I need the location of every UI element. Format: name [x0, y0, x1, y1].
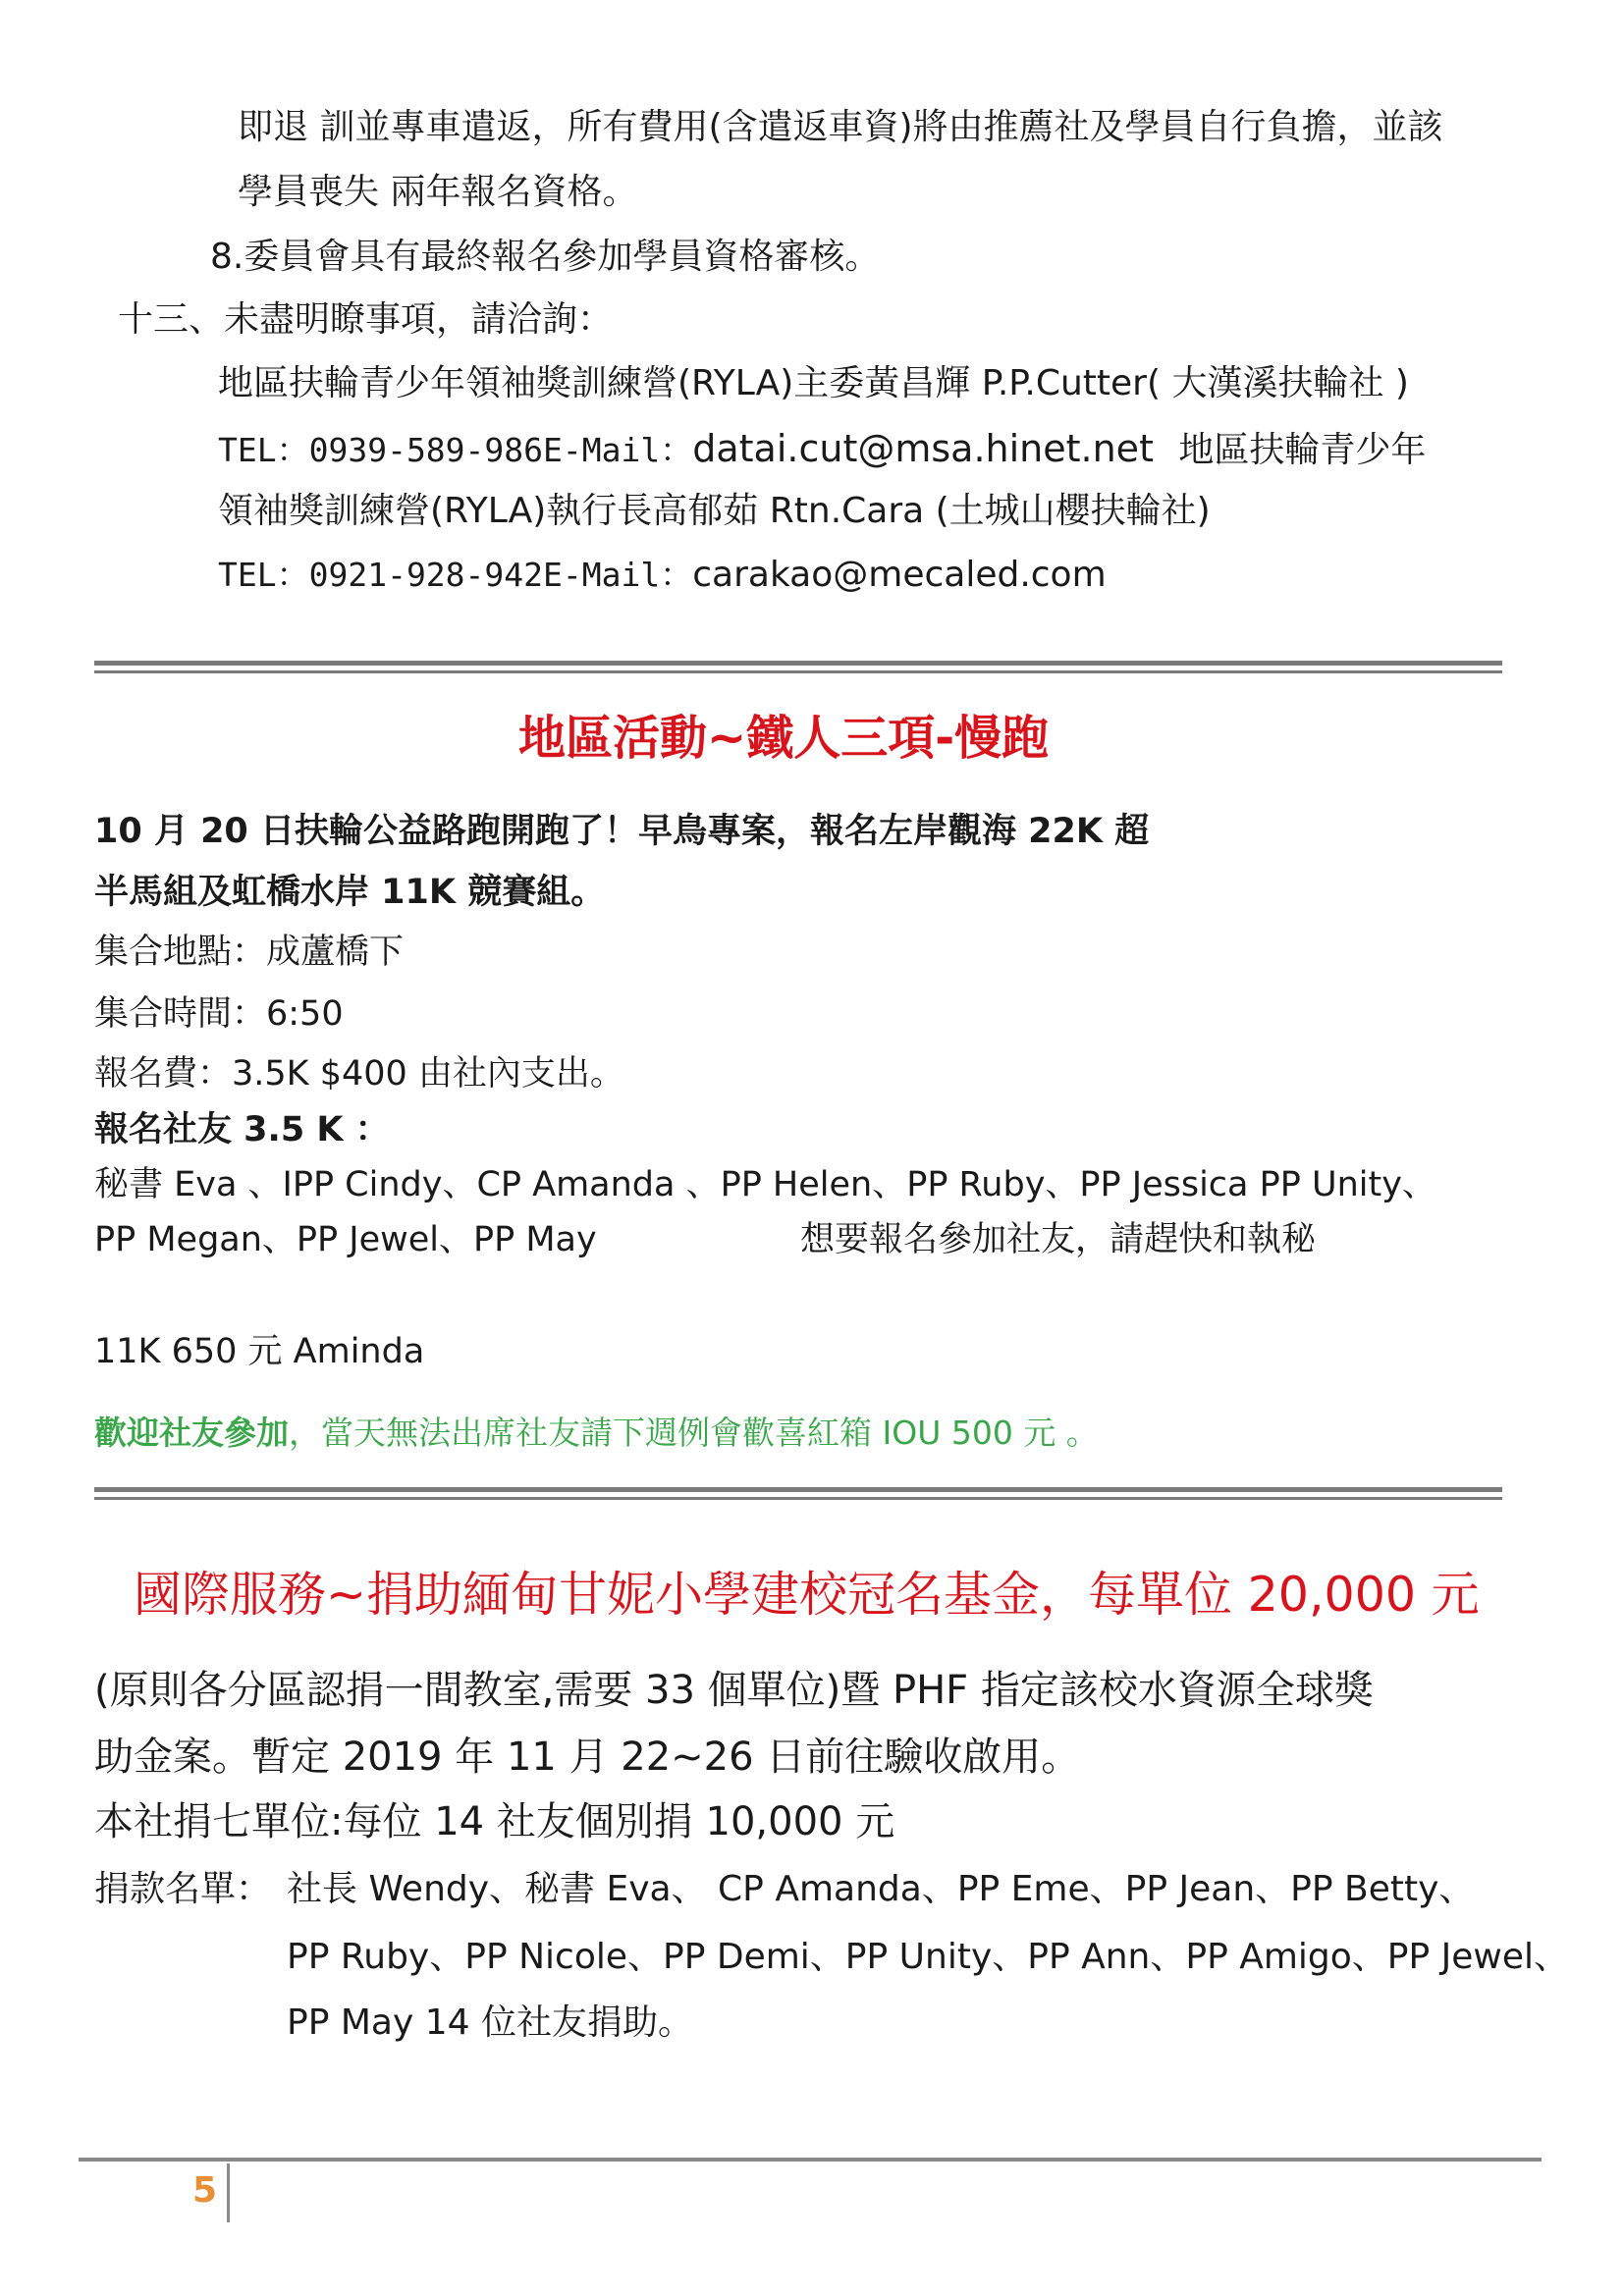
contact-phone: TEL：0921-928-942E-Mail： — [218, 556, 693, 594]
section-heading: 國際服務~捐助緬甸甘妮小學建校冠名基金，每單位 20,000 元 — [134, 1567, 1480, 1623]
footer-rule — [79, 2158, 1542, 2162]
contact-email: carakao@mecaled.com — [692, 555, 1107, 595]
donors-label: 捐款名單： — [94, 1869, 272, 1909]
welcome-rest: ，當天無法出席社友請下週例會歡喜紅箱 IOU 500 元 。 — [289, 1414, 1099, 1452]
contact-phone-line — [218, 555, 1107, 595]
contact-line: 領袖獎訓練營(RYLA)執行長高郁茹 Rtn.Cara (土城山櫻扶輪社) — [218, 491, 1211, 531]
members-line: PP Megan、PP Jewel、PP May — [94, 1220, 597, 1259]
contact-tail: 地區扶輪青少年 — [1178, 430, 1427, 470]
k11-line: 11K 650 元 Aminda — [94, 1332, 425, 1371]
welcome-line — [94, 1414, 1099, 1452]
contact-line: 地區扶輪青少年領袖獎訓練營(RYLA)主委黃昌輝 P.P.Cutter( 大漢溪扶輪社 ) — [218, 363, 1409, 403]
contact-email: datai.cut@msa.hinet.net — [692, 427, 1154, 470]
registration-fee: 報名費：3.5K $400 由社內支出。 — [94, 1054, 624, 1094]
members-title: 報名社友 3.5 K ： — [94, 1110, 390, 1149]
section-divider — [94, 1487, 1502, 1500]
list-item-8: 8.委員會具有最終報名參加學員資格審核。 — [210, 237, 881, 277]
donors-line: PP Ruby、PP Nicole、PP Demi、PP Unity、PP Ann、PP Amigo、PP Jewel、 — [287, 1937, 1570, 1977]
members-note: 想要報名參加社友，請趕快和執秘 — [800, 1220, 1317, 1259]
meeting-place: 集合地點：成蘆橋下 — [94, 933, 405, 972]
intro-line: 半馬組及虹橋水岸 11K 競賽組。 — [94, 873, 606, 912]
contact-phone-line — [218, 427, 1427, 470]
page-number-divider — [227, 2163, 230, 2222]
section-heading: 地區活動~鐵人三項-慢跑 — [518, 711, 1050, 766]
members-line: 秘書 Eva 、IPP Cindy、CP Amanda 、PP Helen、PP Ruby、PP Jessica PP Unity、 — [94, 1165, 1436, 1204]
paragraph-line: 助金案。暫定 2019 年 11 月 22~26 日前往驗收啟用。 — [94, 1735, 1081, 1780]
meeting-time: 集合時間：6:50 — [94, 994, 344, 1034]
section-divider — [94, 661, 1502, 673]
donors-line: 社長 Wendy、秘書 Eva、 CP Amanda、PP Eme、PP Jean、PP Betty、 — [287, 1869, 1475, 1909]
paragraph-line: 即退 訓並專車遣返，所有費用(含遣返車資)將由推薦社及學員自行負擔，並該 — [238, 107, 1443, 147]
list-item-13: 十三、未盡明瞭事項，請洽詢： — [118, 299, 614, 340]
contact-phone: TEL：0939-589-986E-Mail： — [218, 431, 693, 469]
paragraph-line: 學員喪失 兩年報名資格。 — [238, 172, 638, 212]
paragraph-line: 本社捐七單位:每位 14 社友個別捐 10,000 元 — [94, 1799, 895, 1844]
page-number: 5 — [192, 2170, 218, 2211]
donors-line: PP May 14 位社友捐助。 — [287, 2002, 693, 2043]
intro-line: 10 月 20 日扶輪公益路跑開跑了！早鳥專案，報名左岸觀海 22K 超 — [94, 812, 1150, 851]
welcome-bold: 歡迎社友參加 — [94, 1414, 289, 1452]
paragraph-line: (原則各分區認捐一間教室,需要 33 個單位)暨 PHF 指定該校水資源全球獎 — [94, 1668, 1374, 1713]
